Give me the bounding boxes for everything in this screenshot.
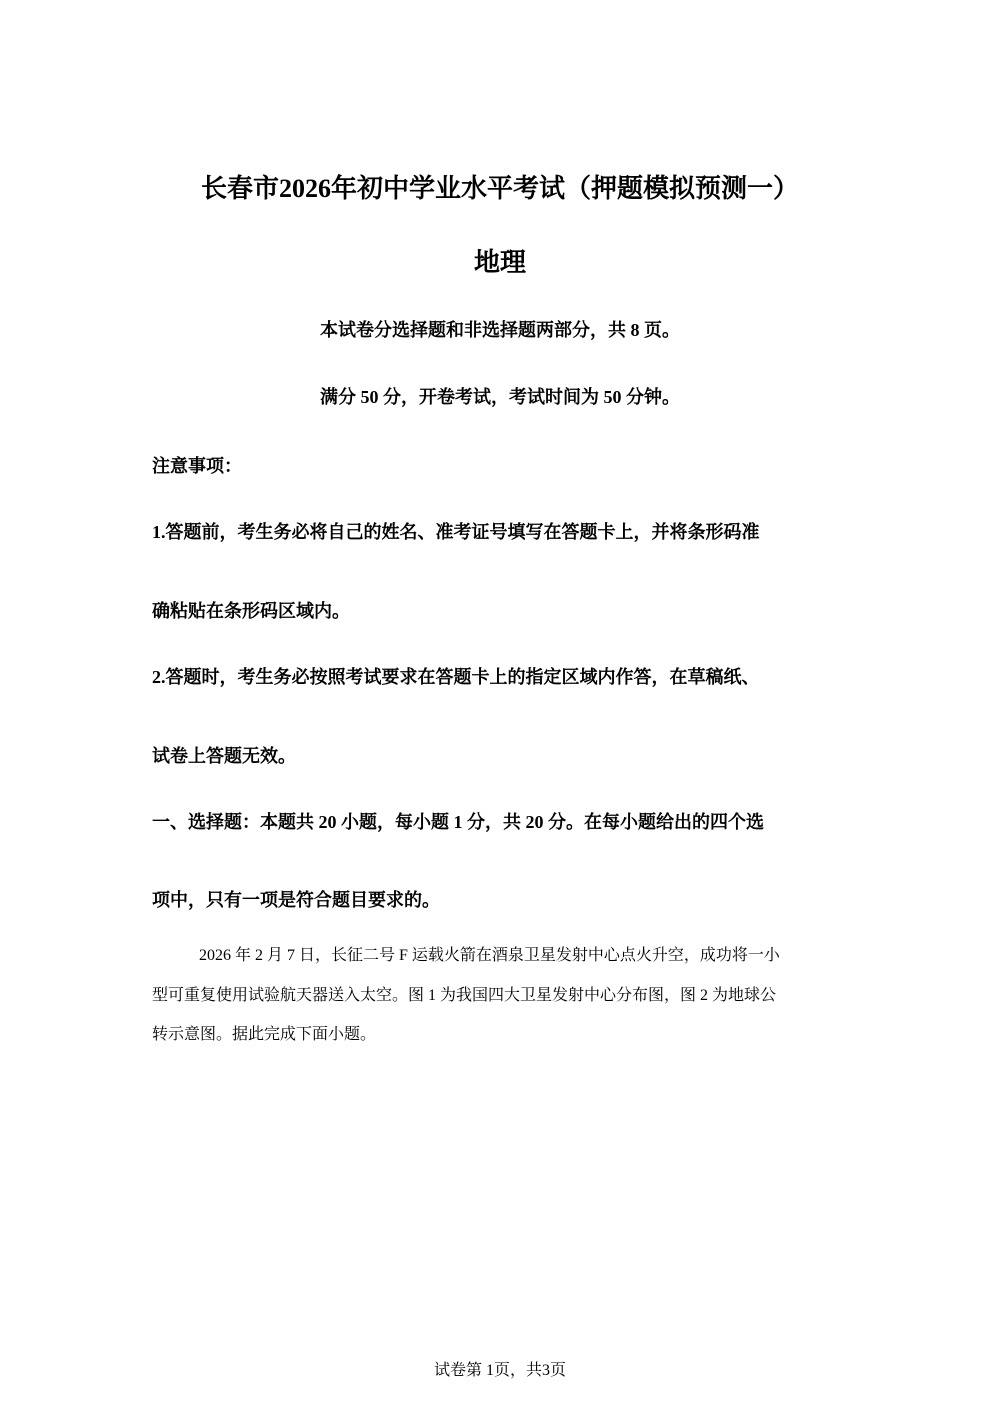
exam-info-line: 满分 50 分，开卷考试，考试时间为 50 分钟。 [320,387,680,407]
notice-item-2: 2.答题时，考生务必按照考试要求在答题卡上的指定区域内作答，在草稿纸、 [152,667,760,687]
passage-line: 型可重复使用试验航天器送入太空。图 1 为我国四大卫星发射中心分布图，图 2 为地球公 [152,987,777,1004]
exam-info-line: 本试卷分选择题和非选择题两部分，共 8 页。 [320,320,680,340]
page-footer: 试卷第 1页，共3页 [433,1362,566,1379]
notice-item-1: 1.答题前，考生务必将自己的姓名、准考证号填写在答题卡上，并将条形码准 [152,522,760,542]
passage-line: 转示意图。据此完成下面小题。 [152,1026,377,1043]
exam-title: 长春市2026年初中学业水平考试（押题模拟预测一） [200,174,799,203]
notice-heading: 注意事项： [152,456,242,476]
section-heading: 一、选择题：本题共 20 小题，每小题 1 分，共 20 分。在每小题给出的四个选 [152,812,764,832]
notice-item-1-continued: 确粘贴在条形码区域内。 [152,601,350,621]
subject-title: 地理 [473,248,526,277]
passage-line: 2026 年 2 月 7 日，长征二号 F 运载火箭在酒泉卫星发射中心点火升空，成功将一小 [199,947,780,964]
section-heading-continued: 项中，只有一项是符合题目要求的。 [152,890,440,910]
notice-item-2-continued: 试卷上答题无效。 [152,746,296,766]
